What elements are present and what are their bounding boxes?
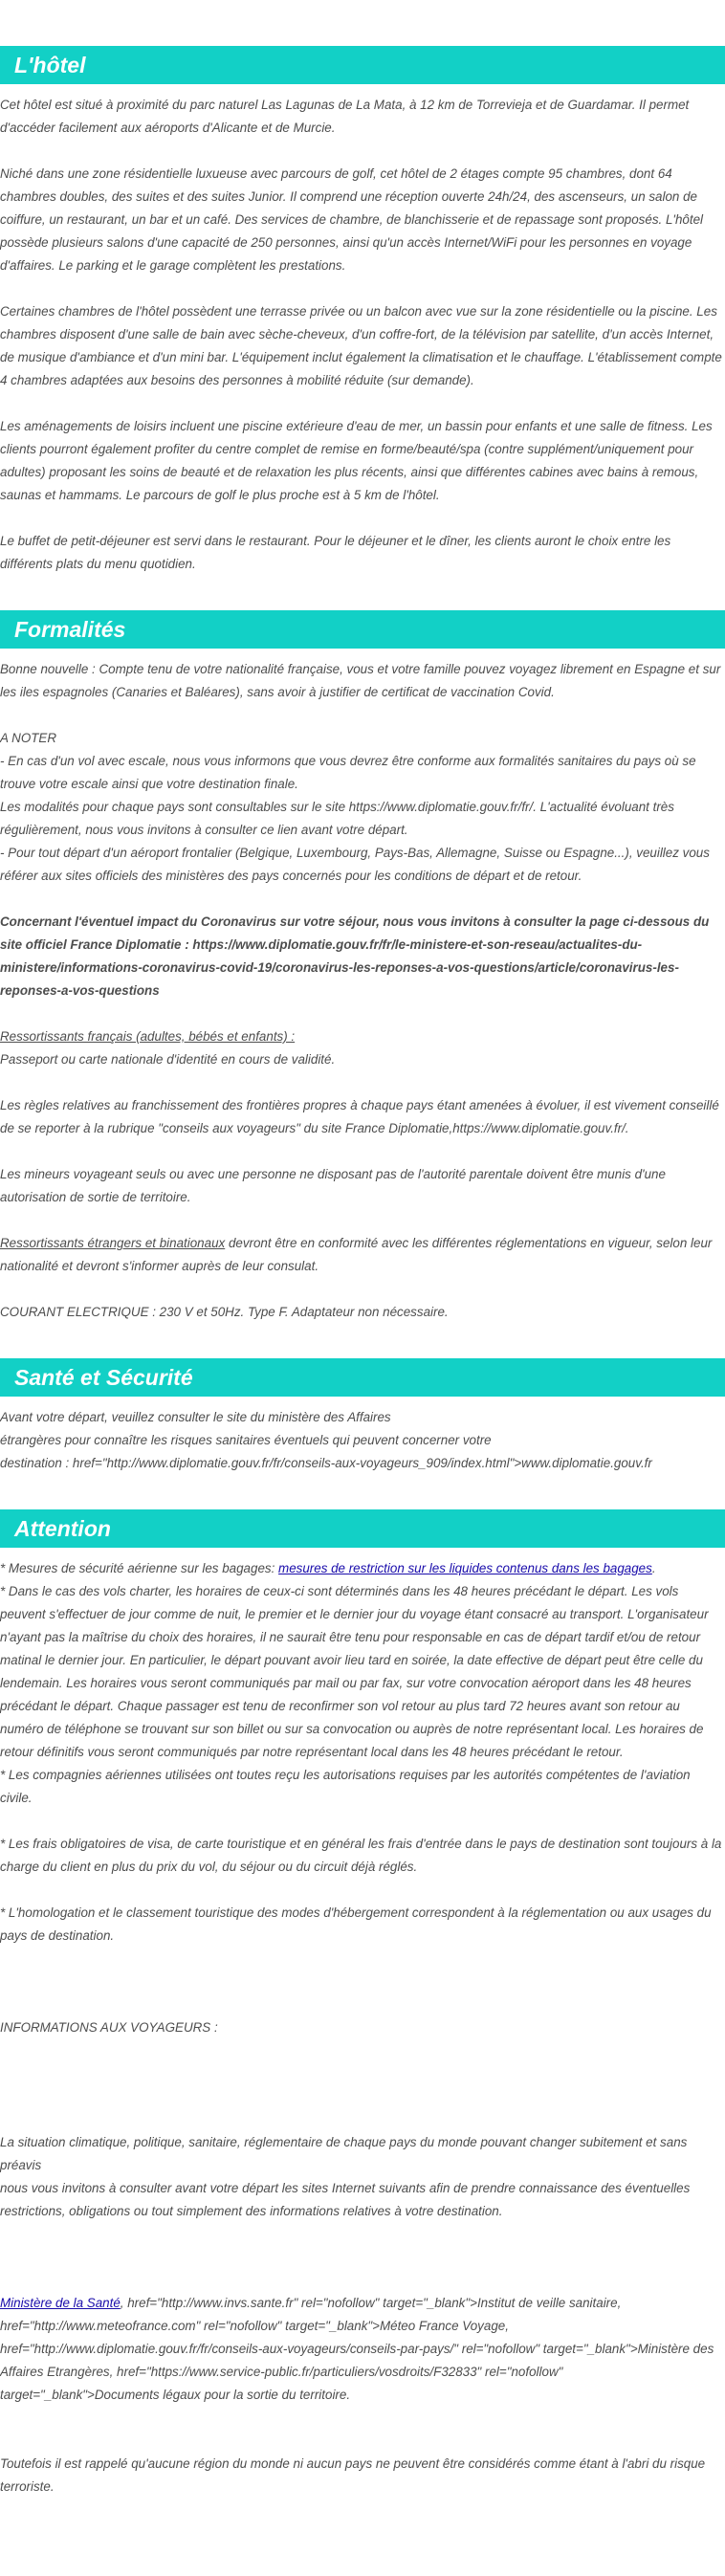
health-ministry-link[interactable]: Ministère de la Santé bbox=[0, 2296, 121, 2310]
charter-flights: * Dans le cas des vols charter, les horaires de ceux-ci sont déterminés dans les 48 heures précédant le départ. Les vols peuvent s'effectuer de jour comme de nuit, le premier et le dernier jour du voyage étant consacré au transport. L'organisateur n'ayant pas la maîtrise du choix des horaires, il ne saurait être tenu pour responsable en cas de départ tardif et/ou de retour matinal le dernier jour. En particulier, le départ pouvant avoir lieu tard en soirée, la date effective de départ peut être celle du lendemain. Les horaires vous seront communiqués par mail ou par fax, sur votre convocation aéroport dans les 48 heures précédant le départ. Chaque passager est tenu de reconfirmer son vol retour au plus tard 72 heures avant son retour au numéro de téléphone se trouvant sur son billet ou sur sa convocation ou auprès de notre représentant local. Les horaires de retour définitifs vous seront communiqués par notre représentant local dans les 48 heures précédant le retour. bbox=[0, 1584, 709, 1759]
french-nationals-text: Passeport ou carte nationale d'identité en cours de validité. bbox=[0, 1052, 336, 1067]
attention-block bbox=[0, 1557, 723, 1810]
baggage-security: * Mesures de sécurité aérienne sur les bagages: mesures de restriction sur les liquides contenus dans les bagages. bbox=[0, 1561, 656, 1575]
useful-links bbox=[0, 2292, 723, 2407]
note-stopover: - En cas d'un vol avec escale, nous vous informons que vous devrez être conforme aux formalités sanitaires du pays où se trouve votre escale ainsi que votre destination finale. bbox=[0, 754, 696, 791]
hotel-facilities-paragraph: Niché dans une zone résidentielle luxueuse avec parcours de golf, cet hôtel de 2 étages compte 95 chambres, dont 64 chambres doubles, des suites et des suites Junior. Il comprend une réception ouverte 24h/24, des ascenseurs, un salon de coiffure, un restaurant, un bar et un café. Des services de chambre, de blanchisserie et de repassage sont proposés. L'hôtel possède plusieurs salons d'une capacité de 250 personnes, ainsi qu'un accès Internet/WiFi pour les personnes en voyage d'affaires. Le parking et le garage complètent les prestations. bbox=[0, 166, 704, 273]
foreign-nationals-heading: Ressortissants étrangers et binationaux bbox=[0, 1236, 226, 1250]
attention-section bbox=[0, 1557, 725, 2499]
formalites-intro: Bonne nouvelle : Compte tenu de votre nationalité française, vous et votre famille pouvez voyagez librement en Espagne et sur les iles espagnoles (Canaries et Baléares), sans avoir à justifier de certificat de vaccination Covid. bbox=[0, 662, 721, 699]
airlines-authorization: * Les compagnies aériennes utilisées ont toutes reçu les autorisations requises par les autorités compétentes de l'aviation civile. bbox=[0, 1768, 691, 1805]
mandatory-fees: * Les frais obligatoires de visa, de carte touristique et en général les frais d'entrée dans le pays de destination sont toujours à la charge du client en plus du prix du vol, du séjour ou du circuit déjà réglés. bbox=[0, 1837, 722, 1874]
sante-text bbox=[0, 1406, 723, 1475]
covid-notice: Concernant l'éventuel impact du Coronavirus sur votre séjour, nous vous invitons à consulter la page ci-dessous du site officiel France Diplomatie : https://www.diplomatie.gouv.fr/fr/le-ministere-et-son-reseau/actualites-du-ministere/informations-coronavirus-covid-19/coronavirus-les-reponses-a-vos-questions/article/coronavirus-les-reponses-a-vos-questions bbox=[0, 914, 710, 998]
minors-rule: Les mineurs voyageant seuls ou avec une personne ne disposant pas de l'autorité parentale doivent être munis d'une autorisation de sortie de territoire. bbox=[0, 1167, 666, 1204]
french-nationals-heading: Ressortissants français (adultes, bébés et enfants) : bbox=[0, 1029, 296, 1044]
border-rules: Les règles relatives au franchissement des frontières propres à chaque pays étant amenées à évoluer, il est vivement conseillé de se reporter à la rubrique "conseils aux voyageurs" du site France Diplomatie,https://www.diplomatie.gouv.fr/. bbox=[0, 1098, 719, 1135]
hotel-section bbox=[0, 94, 725, 576]
sante-line-1: Avant votre départ, veuillez consulter le site du ministère des Affaires bbox=[0, 1410, 391, 1424]
section-title-attention: Attention bbox=[0, 1509, 725, 1548]
french-nationals bbox=[0, 1025, 723, 1071]
section-title-hotel: L'hôtel bbox=[0, 46, 725, 84]
terrorism-warning: Toutefois il est rappelé qu'aucune région du monde ni aucun pays ne peuvent être considérés comme étant à l'abri du risque terroriste. bbox=[0, 2456, 706, 2494]
section-title-formalites: Formalités bbox=[0, 610, 725, 649]
section-title-sante: Santé et Sécurité bbox=[0, 1358, 725, 1397]
electric-current: COURANT ELECTRIQUE : 230 V et 50Hz. Type F. Adaptateur non nécessaire. bbox=[0, 1305, 449, 1319]
foreign-nationals-text: devront être en conformité avec les différentes réglementations en vigueur, selon leur nationalité et devront s'informer auprès de leur consulat. bbox=[0, 1236, 713, 1273]
useful-links-text: , href="http://www.invs.sante.fr" rel="nofollow" target="_blank">Institut de veille sanitaire, href="http://www.meteofrance.com" rel="nofollow" target="_blank">Méteo France Voyage, href="http://www.diplomatie.gouv.fr/fr/conseils-aux-voyageurs/conseils-par-pays/" rel="nofollow" target="_blank">Ministère des Affaires Etrangères, href="https://www.service-public.fr/particuliers/vosdroits/F32833" rel="nofollow" target="_blank">Documents légaux pour la sortie du territoire. bbox=[0, 2296, 714, 2402]
situation-warning: La situation climatique, politique, sanitaire, réglementaire de chaque pays du monde pouvant changer subitement et sans préavis bbox=[0, 2135, 688, 2172]
note-modalities: Les modalités pour chaque pays sont consultables sur le site https://www.diplomatie.gouv.fr/fr/. L'actualité évoluant très régulièrement, nous vous invitons à consulter ce lien avant votre départ. bbox=[0, 800, 674, 837]
sante-section bbox=[0, 1406, 725, 1475]
sante-line-3: destination : href="http://www.diplomatie.gouv.fr/fr/conseils-aux-voyageurs_909/index.html">www.diplomatie.gouv.fr bbox=[0, 1456, 652, 1470]
note-border-airport: - Pour tout départ d'un aéroport frontalier (Belgique, Luxembourg, Pays-Bas, Allemagne, Suisse ou Espagne...), veuillez vous référer aux sites officiels des ministères des pays concernés pour les conditions de départ et de retour. bbox=[0, 846, 710, 883]
traveller-info-title: INFORMATIONS AUX VOYAGEURS : bbox=[0, 2020, 218, 2035]
hotel-dining-paragraph: Le buffet de petit-déjeuner est servi dans le restaurant. Pour le déjeuner et le dîner, les clients auront le choix entre les différents plats du menu quotidien. bbox=[0, 534, 671, 571]
traveller-info-text bbox=[0, 2131, 723, 2223]
hotel-leisure-paragraph: Les aménagements de loisirs incluent une piscine extérieure d'eau de mer, un bassin pour enfants et une salle de fitness. Les clients pourront également profiter du centre complet de remise en forme/beauté/spa (contre supplément/uniquement pour adultes) proposant les soins de beauté et de relaxation les plus récents, ainsi que différentes cabines avec bains à remous, saunas et hammams. Le parcours de golf le plus proche est à 5 km de l'hôtel. bbox=[0, 419, 713, 502]
hotel-location-paragraph: Cet hôtel est situé à proximité du parc naturel Las Lagunas de La Mata, à 12 km de Torrevieja et de Guardamar. Il permet d'accéder facilement aux aéroports d'Alicante et de Murcie. bbox=[0, 98, 690, 135]
accommodation-rating: * L'homologation et le classement touristique des modes d'hébergement correspondent à la réglementation ou aux usages du pays de destination. bbox=[0, 1905, 712, 1943]
liquids-restriction-link[interactable]: mesures de restriction sur les liquides contenus dans les bagages bbox=[278, 1561, 652, 1575]
formalites-note bbox=[0, 727, 723, 888]
foreign-nationals bbox=[0, 1232, 723, 1278]
consult-websites: nous vous invitons à consulter avant votre départ les sites Internet suivants afin de prendre connaissance des éventuelles restrictions, obligations ou tout simplement des informations relatives à votre destination. bbox=[0, 2181, 691, 2218]
note-title: A NOTER bbox=[0, 731, 57, 745]
hotel-rooms-paragraph: Certaines chambres de l'hôtel possèdent une terrasse privée ou un balcon avec vue sur la zone résidentielle ou la piscine. Les chambres disposent d'une salle de bain avec sèche-cheveux, d'un coffre-fort, de la télévision par satellite, d'un accès Internet, de musique d'ambiance et d'un mini bar. L'équipement inclut également la climatisation et le chauffage. L'établissement compte 4 chambres adaptées aux besoins des personnes à mobilité réduite (sur demande). bbox=[0, 304, 722, 387]
formalites-section bbox=[0, 658, 725, 1324]
sante-line-2: étrangères pour connaître les risques sanitaires éventuels qui peuvent concerner votre bbox=[0, 1433, 492, 1447]
